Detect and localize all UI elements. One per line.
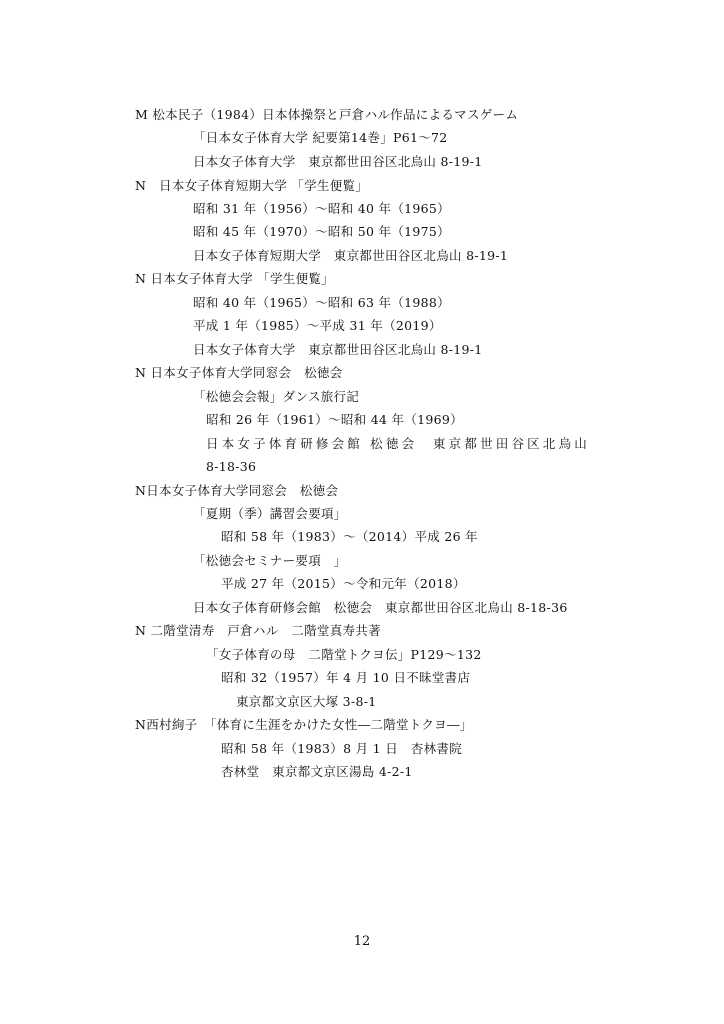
entry-line: 「松徳会セミナー要項 」 [193,553,347,568]
entry-line: N 二階堂清寿 戸倉ハル 二階堂真寿共著 [135,623,381,638]
entry-line: 日本女子体育短期大学 東京都世田谷区北烏山 8-19-1 [193,248,509,263]
entry-line: 「夏期（季）講習会要項」 [193,506,347,521]
entry-line: 日本女子体育大学 東京都世田谷区北烏山 8-19-1 [193,154,483,169]
entry-line: M 松本民子（1984）日本体操祭と戸倉ハル作品によるマスゲーム [135,107,519,122]
entry-line: N 日本女子体育短期大学 「学生便覧」 [135,178,369,193]
entry-line: 平成 1 年（1985）～平成 31 年（2019） [193,318,442,333]
entry-line: 昭和 45 年（1970）～昭和 50 年（1975） [193,224,450,239]
entry-line: N 日本女子体育大学同窓会 松徳会 [135,365,343,380]
entry-line: 昭和 40 年（1965）～昭和 63 年（1988） [193,295,450,310]
entry-line: 東京都文京区大塚 3-8-1 [236,694,377,709]
entry-line: 日本女子体育大学 東京都世田谷区北烏山 8-19-1 [193,342,483,357]
entry-line: 日本女子体育研修会館 松徳会 東京都世田谷区北烏山 [206,436,590,451]
entry-line: 昭和 58 年（1983）～（2014）平成 26 年 [221,529,478,544]
entry-line: 昭和 26 年（1961）～昭和 44 年（1969） [206,412,463,427]
entry-line: 「松徳会会報」ダンス旅行記 [193,389,360,404]
entry-line: 昭和 31 年（1956）～昭和 40 年（1965） [193,201,450,216]
entry-line: 平成 27 年（2015）～令和元年（2018） [221,576,466,591]
entry-line: N西村絢子 「体育に生涯をかけた女性―二階堂トクヨ―」 [135,717,473,732]
page-number: 12 [353,934,371,949]
entry-line: 8-18-36 [206,459,257,474]
entry-line: 昭和 32（1957）年 4 月 10 日不昧堂書店 [221,670,471,685]
entry-line: N日本女子体育大学同窓会 松徳会 [135,483,339,498]
entry-line: 「女子体育の母 二階堂トクヨ伝」P129～132 [206,647,482,662]
entry-line: N 日本女子体育大学 「学生便覧」 [135,271,334,286]
entry-line: 日本女子体育研修会館 松徳会 東京都世田谷区北烏山 8-18-36 [193,600,568,615]
entry-line: 昭和 58 年（1983）8 月 1 日 杏林書院 [221,741,462,756]
entry-line: 「日本女子体育大学 紀要第14巻」P61～72 [193,130,448,145]
entry-line: 杏林堂 東京都文京区湯島 4-2-1 [221,764,413,779]
